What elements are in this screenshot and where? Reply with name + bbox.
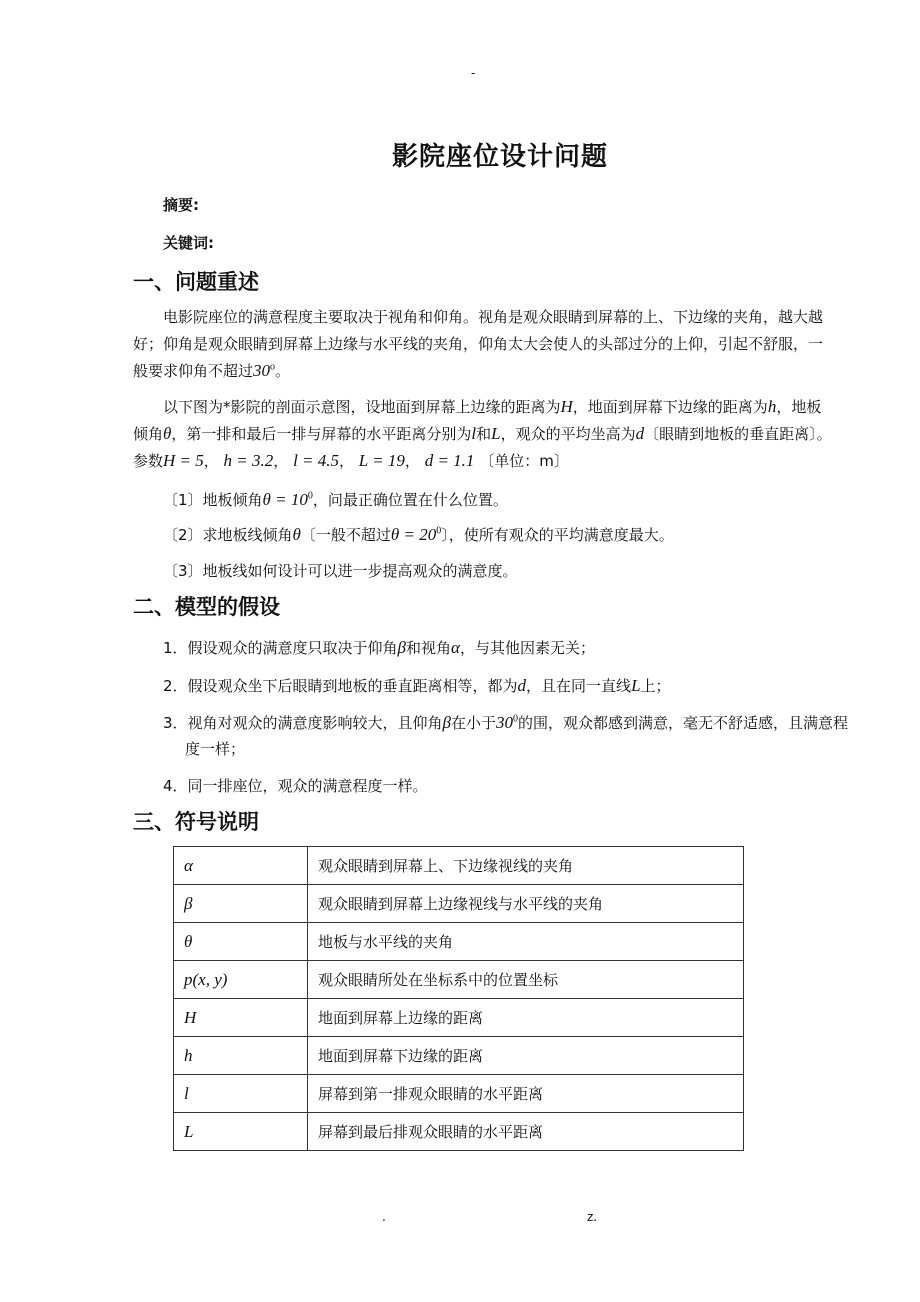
math-expression — [293, 451, 339, 470]
symbol-cell: L — [174, 1113, 308, 1151]
description-cell: 地面到屏幕上边缘的距离 — [308, 999, 744, 1037]
section-heading-symbols: 三、符号说明 — [133, 810, 259, 834]
text-segment: 〔眼睛到地板的垂直距离〕。参数 — [133, 425, 832, 470]
description-cell: 地板与水平线的夹角 — [308, 923, 744, 961]
text-segment: 电影院座位的满意程度主要取决于视角和仰角。视角是观众眼睛到屏幕的上、下边缘的夹角，越大越好；仰角是观众眼睛到屏幕上边缘与水平线的夹角，仰角太大会使人的头部过分的上仰，引起不舒服，一般要求仰角不超过 — [133, 308, 824, 380]
math-text: θ = 10 — [262, 490, 308, 509]
math-text: α — [451, 638, 460, 657]
symbol-cell: H — [174, 999, 308, 1037]
superscript: 0 — [307, 490, 313, 502]
text-segment: ，且在同一直线 — [526, 677, 632, 695]
math-expression — [636, 424, 645, 443]
page-title: 影院座位设计问题 — [391, 142, 608, 172]
assumption-2 — [163, 673, 850, 699]
text-segment: 〕，使所有观众的平均满意度最大。 — [441, 526, 674, 544]
math-expression — [398, 638, 406, 657]
math-text: d — [517, 676, 527, 695]
text-segment: 和视角 — [406, 639, 452, 657]
math-text: β — [397, 638, 407, 657]
math-expression — [451, 638, 460, 657]
text-segment: 4．同一排座位，观众的满意程度一样。 — [163, 777, 428, 795]
math-expression — [253, 361, 275, 380]
math-text: L — [631, 676, 641, 695]
symbol-cell: h — [174, 1037, 308, 1075]
text-segment: ， — [203, 452, 224, 470]
text-segment: ，观众的平均坐高为 — [500, 425, 636, 443]
text-segment: 2．假设观众坐下后眼睛到地板的垂直距离相等，都为 — [163, 677, 518, 695]
description-cell: 观众眼睛到屏幕上边缘视线与水平线的夹角 — [308, 885, 744, 923]
math-text: d = 1.1 — [424, 451, 475, 470]
question-3 — [163, 561, 833, 581]
math-text: l — [471, 424, 477, 443]
assumption-3 — [163, 710, 850, 762]
math-expression — [496, 713, 518, 732]
text-segment: ，与其他因素无关； — [459, 639, 595, 657]
question-1 — [163, 490, 833, 510]
text-segment: 。 — [275, 362, 291, 380]
text-segment: 和 — [476, 425, 492, 443]
symbol-cell: l — [174, 1075, 308, 1113]
text-segment: ，第一排和最后一排与屏幕的水平距离分别为 — [171, 425, 472, 443]
text-segment: 〔一般不超过 — [300, 526, 391, 544]
keywords-label: 关键词: — [163, 234, 214, 252]
description-cell: 屏幕到最后排观众眼睛的水平距离 — [308, 1113, 744, 1151]
math-expression — [491, 424, 500, 443]
table-row — [174, 1037, 744, 1075]
text-segment: 〔3〕地板线如何设计可以进一步提高观众的满意度。 — [163, 562, 518, 580]
math-text: L = 19 — [358, 451, 405, 470]
math-text: 30 — [496, 713, 514, 732]
text-segment: 〔单位：m〕 — [474, 452, 569, 470]
math-expression — [631, 676, 640, 695]
text-segment: ，地面到屏幕下边缘的距离为 — [572, 398, 768, 416]
math-text: h = 3.2 — [223, 451, 274, 470]
math-text: h — [767, 397, 777, 416]
description-cell: 观众眼睛所处在坐标系中的位置坐标 — [308, 961, 744, 999]
symbol-cell: α — [174, 847, 308, 885]
text-segment: ，问最正确位置在什么位置。 — [312, 491, 508, 509]
symbol-table — [173, 846, 744, 1151]
symbol-cell: β — [174, 885, 308, 923]
math-expression — [293, 525, 301, 544]
section-heading-assumptions: 二、模型的假设 — [133, 595, 280, 619]
symbol-cell: p(x, y) — [174, 961, 308, 999]
description-cell: 屏幕到第一排观众眼睛的水平距离 — [308, 1075, 744, 1113]
superscript: 0 — [436, 525, 442, 537]
paragraph-parameters — [133, 394, 833, 475]
question-2 — [163, 525, 833, 545]
section-heading-restatement: 一、问题重述 — [133, 270, 259, 294]
text-segment: 在小于 — [451, 714, 497, 732]
table-row — [174, 1113, 744, 1151]
math-text: θ — [163, 424, 172, 443]
math-expression — [224, 451, 274, 470]
text-segment: 上； — [640, 677, 671, 695]
text-segment: ，地板倾角 — [133, 398, 822, 443]
text-segment: ， — [404, 452, 425, 470]
paragraph-intro — [133, 304, 833, 385]
math-text: L — [491, 424, 501, 443]
text-segment: 以下图为*影院的剖面示意图，设地面到屏幕上边缘的距离为 — [163, 398, 561, 416]
math-text: d — [635, 424, 645, 443]
table-row — [174, 999, 744, 1037]
math-text: H — [560, 397, 573, 416]
math-expression — [391, 525, 441, 544]
table-row — [174, 923, 744, 961]
table-row — [174, 885, 744, 923]
math-text: 30 — [253, 361, 271, 380]
footer-left: . — [382, 1210, 386, 1224]
table-row — [174, 961, 744, 999]
text-segment: ， — [339, 452, 359, 470]
symbol-cell: θ — [174, 923, 308, 961]
assumption-1 — [163, 635, 850, 661]
math-expression — [359, 451, 405, 470]
footer-right: z. — [587, 1210, 598, 1224]
text-segment: 3．视角对观众的满意度影响较大，且仰角 — [163, 714, 443, 732]
text-segment: 1．假设观众的满意度只取决于仰角 — [163, 639, 398, 657]
text-segment: 〔1〕地板倾角 — [163, 491, 263, 509]
header-mark: - — [471, 66, 476, 80]
text-segment: ， — [273, 452, 294, 470]
superscript: 0 — [513, 713, 519, 725]
text-segment: 〔2〕求地板线倾角 — [163, 526, 293, 544]
table-row — [174, 847, 744, 885]
math-expression — [263, 490, 313, 509]
math-expression — [425, 451, 475, 470]
superscript: o — [270, 361, 276, 373]
math-expression — [518, 676, 527, 695]
text-segment: 的围，观众都感到满意，毫无不舒适感，且满意程度一样； — [185, 714, 849, 758]
assumption-4 — [163, 773, 850, 799]
math-expression — [163, 451, 204, 470]
math-text: θ — [292, 525, 301, 544]
math-text: H = 5 — [163, 451, 204, 470]
description-cell: 地面到屏幕下边缘的距离 — [308, 1037, 744, 1075]
math-text: β — [442, 713, 452, 732]
abstract-label: 摘要: — [163, 196, 199, 214]
math-expression — [561, 397, 573, 416]
math-text: l = 4.5 — [293, 451, 340, 470]
math-expression — [443, 713, 451, 732]
description-cell: 观众眼睛到屏幕上、下边缘视线的夹角 — [308, 847, 744, 885]
table-row — [174, 1075, 744, 1113]
math-text: θ = 20 — [390, 525, 437, 544]
